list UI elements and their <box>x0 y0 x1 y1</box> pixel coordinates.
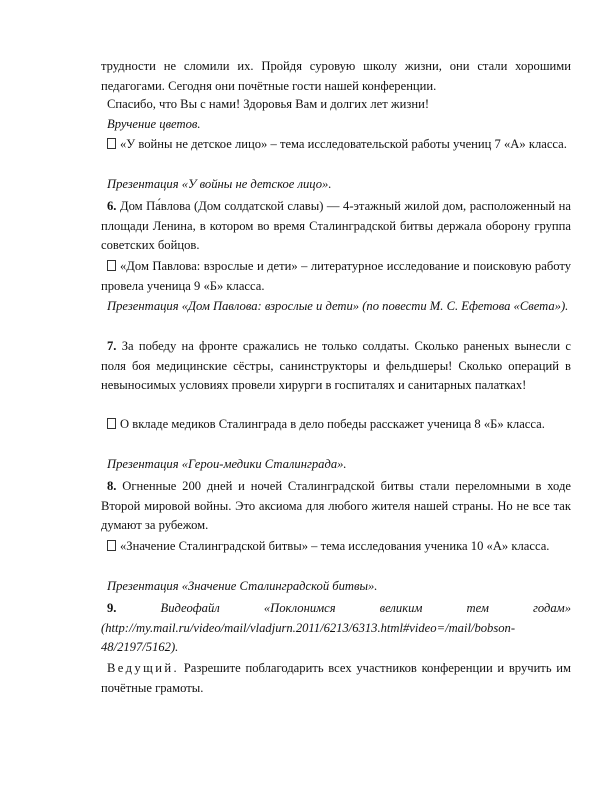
paragraph-item-9b: «Дом Павлова: взрослые и дети» – литературное исследование и поисковую работу провела ученица 9 «Б» класса. <box>101 259 571 293</box>
checkbox-icon <box>107 418 116 429</box>
checkbox-icon <box>107 138 116 149</box>
paragraph-section-8: 8. Огненные 200 дней и ночей Сталинградской битвы стали переломными в ходе Второй мировой войны. Это аксиома для любого жителя нашей страны. Но не все так думают за рубежом. <box>101 479 571 532</box>
section-number: 6. <box>107 199 117 213</box>
paragraph-intro: трудности не сломили их. Пройдя суровую школу жизни, они стали хорошими педагогами. Сегодня они почётные гости нашей конференции. <box>101 59 571 93</box>
paragraph-presentation-3: Презентация «Герои-медики Сталинграда». <box>107 457 347 471</box>
paragraph-item-8b: О вкладе медиков Сталинграда в дело победы расскажет ученица 8 «Б» класса. <box>101 415 571 435</box>
paragraph-thanks: Спасибо, что Вы с нами! Здоровья Вам и долгих лет жизни! <box>107 97 430 111</box>
checkbox-icon <box>107 540 116 551</box>
paragraph-section-6: 6. Дом Па́влова (Дом солдатской славы) — 4-этажный жилой дом, расположенный на площади Ленина, в котором во время Сталинградской битвы держала оборону группа советских бойцов. <box>101 199 571 252</box>
paragraph-item-10a: «Значение Сталинградской битвы» – тема исследования ученика 10 «А» класса. <box>101 537 571 557</box>
paragraph-section-7: 7. За победу на фронте сражались не только солдаты. Сколько раненых вынесли с поля боя медицинские сёстры, санинструкторы и фельдшеры! Сколько операций в невыносимых условиях провели хирурги в госпиталях и санитарных палатках! <box>101 339 571 392</box>
paragraph-flowers: Вручение цветов. <box>107 117 201 131</box>
paragraph-presentation-1: Презентация «У войны не детское лицо». <box>107 177 332 191</box>
checkbox-icon <box>107 260 116 271</box>
section-number: 8. <box>107 479 117 493</box>
paragraph-closing: Ведущий. Разрешите поблагодарить всех участников конференции и вручить им почётные грамоты. <box>101 661 571 695</box>
paragraph-presentation-2: Презентация «Дом Павлова: взрослые и дети» (по повести М. С. Ефетова «Света»). <box>107 299 569 313</box>
paragraph-item-7a: «У войны не детское лицо» – тема исследовательской работы учениц 7 «А» класса. <box>101 135 571 155</box>
paragraph-presentation-4: Презентация «Значение Сталинградской битвы». <box>107 579 378 593</box>
section-number: 9. <box>107 601 117 615</box>
speaker-label: Ведущий. <box>107 661 180 675</box>
paragraph-section-9: 9. Видеофайл «Поклонимся великим тем годам» (http://my.mail.ru/video/mail/vladjurn.2011/6213/6313.html#video=/mail/bobson-48/2197/5162). <box>101 601 571 654</box>
section-number: 7. <box>107 339 117 353</box>
